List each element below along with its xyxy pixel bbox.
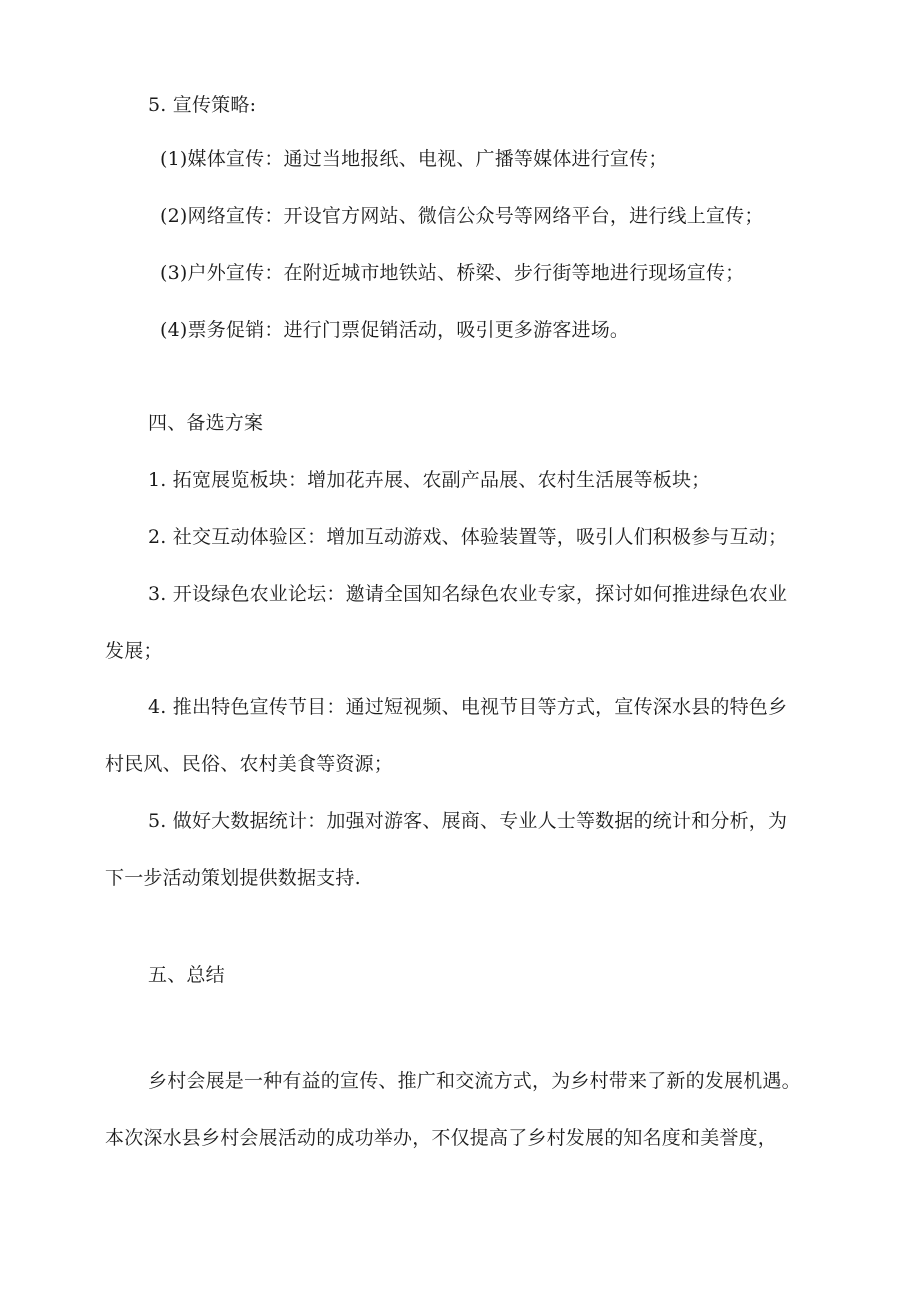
summary-heading: 五、总结	[148, 964, 225, 986]
propaganda-item-1: (1)媒体宣传：通过当地报纸、电视、广播等媒体进行宣传；	[160, 148, 668, 170]
propaganda-item-4: (4)票务促销：进行门票促销活动，吸引更多游客进场。	[160, 319, 630, 341]
summary-line-2: 本次深水县乡村会展活动的成功举办，不仅提高了乡村发展的知名度和美誉度，	[105, 1127, 778, 1149]
alternative-item-5-line-1: 5. 做好大数据统计：加强对游客、展商、专业人士等数据的统计和分析，为	[148, 810, 788, 832]
alternative-item-3-line-2: 发展；	[105, 640, 163, 662]
alternative-item-4-line-1: 4. 推出特色宣传节目：通过短视频、电视节目等方式，宣传深水县的特色乡	[148, 696, 788, 718]
alternative-item-3-line-1: 3. 开设绿色农业论坛：邀请全国知名绿色农业专家，探讨如何推进绿色农业	[148, 583, 788, 605]
alternatives-heading: 四、备选方案	[148, 412, 264, 434]
alternative-item-4-line-2: 村民风、民俗、农村美食等资源；	[105, 753, 394, 775]
propaganda-item-3: (3)户外宣传：在附近城市地铁站、桥梁、步行街等地进行现场宣传；	[160, 262, 745, 284]
alternative-item-2-line-1: 2. 社交互动体验区：增加互动游戏、体验装置等，吸引人们积极参与互动；	[148, 526, 788, 548]
propaganda-item-2: (2)网络宣传：开设官方网站、微信公众号等网络平台，进行线上宣传；	[160, 205, 764, 227]
propaganda-heading: 5. 宣传策略:	[148, 94, 257, 116]
alternative-item-5-line-2: 下一步活动策划提供数据支持.	[105, 867, 361, 889]
summary-line-1: 乡村会展是一种有益的宣传、推广和交流方式，为乡村带来了新的发展机遇。	[148, 1070, 801, 1092]
alternative-item-1-line-1: 1. 拓宽展览板块：增加花卉展、农副产品展、农村生活展等板块；	[148, 469, 711, 491]
